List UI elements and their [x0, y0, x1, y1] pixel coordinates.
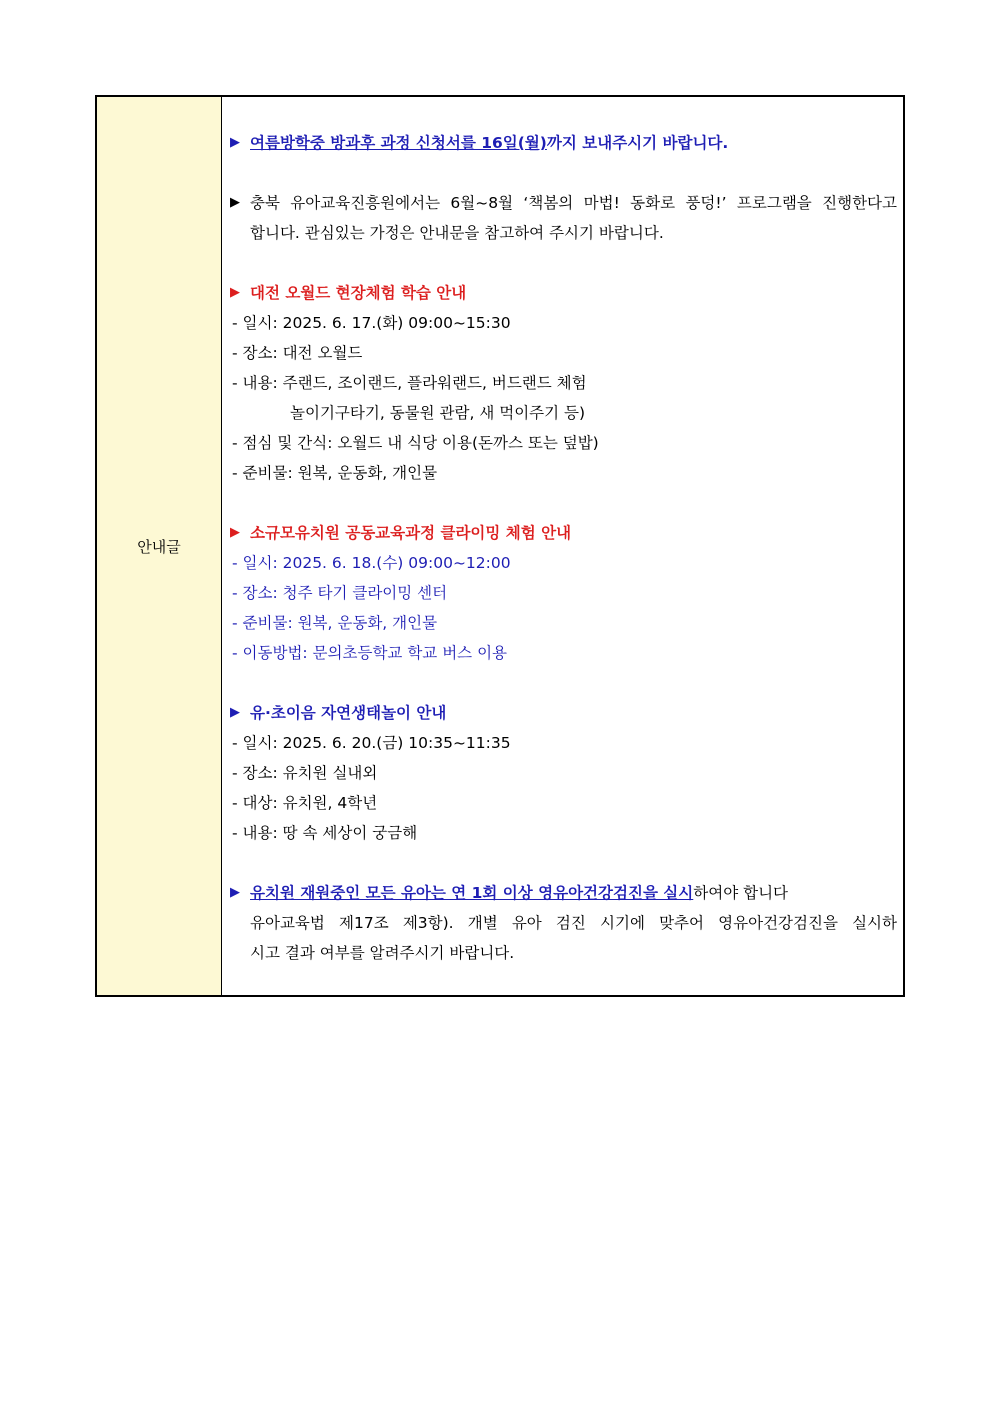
- ecology-title: 유·초이음 자연생태놀이 안내: [250, 704, 447, 722]
- climbing-place: - 장소: 청주 타기 클라이밍 센터: [232, 584, 448, 602]
- daejeon-place: - 장소: 대전 오월드: [232, 344, 363, 362]
- climbing-title: 소규모유치원 공동교육과정 클라이밍 체험 안내: [250, 524, 572, 542]
- notice-health-checkup: [222, 878, 897, 908]
- arrow-icon: ▶: [230, 525, 240, 540]
- section-ecology: [222, 698, 897, 728]
- ecology-date: - 일시: 2025. 6. 20.(금) 10:35~11:35: [232, 734, 511, 752]
- notice-after-school: [222, 128, 897, 158]
- daejeon-content-cont: 놀이기구타기, 동물원 관람, 새 먹이주기 등): [290, 404, 586, 422]
- notice-reading-line1: 충북 유아교육진흥원에서는 6월~8월 ‘책봄의 마법! 동화로 풍덩!’ 프로그램을 진행한다고: [250, 194, 897, 212]
- ecology-content: - 내용: 땅 속 세상이 궁금해: [232, 824, 418, 842]
- climbing-transport: - 이동방법: 문의초등학교 학교 버스 이용: [232, 644, 508, 662]
- daejeon-items: - 준비물: 원복, 운동화, 개인물: [232, 464, 438, 482]
- section-climbing: [222, 518, 897, 548]
- checkup-line1: [250, 878, 897, 908]
- notice-reading-program: [222, 188, 897, 218]
- notice-after-school-text: [250, 128, 897, 158]
- checkup-line3: 시고 결과 여부를 알려주시기 바랍니다.: [250, 944, 515, 962]
- ecology-place: - 장소: 유치원 실내외: [232, 764, 378, 782]
- checkup-underlined: 유치원 재원중인 모든 유아는 연 1회 이상 영유아건강검진을 실시: [250, 884, 694, 902]
- arrow-icon: ▶: [230, 195, 240, 210]
- climbing-date: - 일시: 2025. 6. 18.(수) 09:00~12:00: [232, 554, 511, 572]
- daejeon-date: - 일시: 2025. 6. 17.(화) 09:00~15:30: [232, 314, 511, 332]
- notice-table: [95, 95, 905, 997]
- label-cell: [97, 97, 222, 995]
- checkup-line2: 유아교육법 제17조 제3항). 개별 유아 검진 시기에 맞추어 영유아건강검진을 실시하: [250, 914, 897, 932]
- daejeon-meal: - 점심 및 간식: 오월드 내 식당 이용(돈까스 또는 덮밥): [232, 434, 599, 452]
- notice-after-school-underlined: 여름방학중 방과후 과정 신청서를 16일(월): [250, 134, 547, 152]
- notice-reading-line2: 합니다. 관심있는 가정은 안내문을 참고하여 주시기 바랍니다.: [250, 224, 664, 242]
- daejeon-title: 대전 오월드 현장체험 학습 안내: [250, 284, 467, 302]
- climbing-items: - 준비물: 원복, 운동화, 개인물: [232, 614, 438, 632]
- ecology-target: - 대상: 유치원, 4학년: [232, 794, 378, 812]
- arrow-icon: ▶: [230, 285, 240, 300]
- section-daejeon: [222, 278, 897, 308]
- label-text: 안내글: [137, 537, 181, 556]
- content-cell: [222, 97, 903, 995]
- checkup-rest: 하여야 합니다: [693, 884, 789, 902]
- arrow-icon: ▶: [230, 885, 240, 900]
- arrow-icon: ▶: [230, 135, 240, 150]
- daejeon-content: - 내용: 주랜드, 조이랜드, 플라워랜드, 버드랜드 체험: [232, 374, 587, 392]
- notice-after-school-rest: 까지 보내주시기 바랍니다.: [546, 134, 729, 152]
- arrow-icon: ▶: [230, 705, 240, 720]
